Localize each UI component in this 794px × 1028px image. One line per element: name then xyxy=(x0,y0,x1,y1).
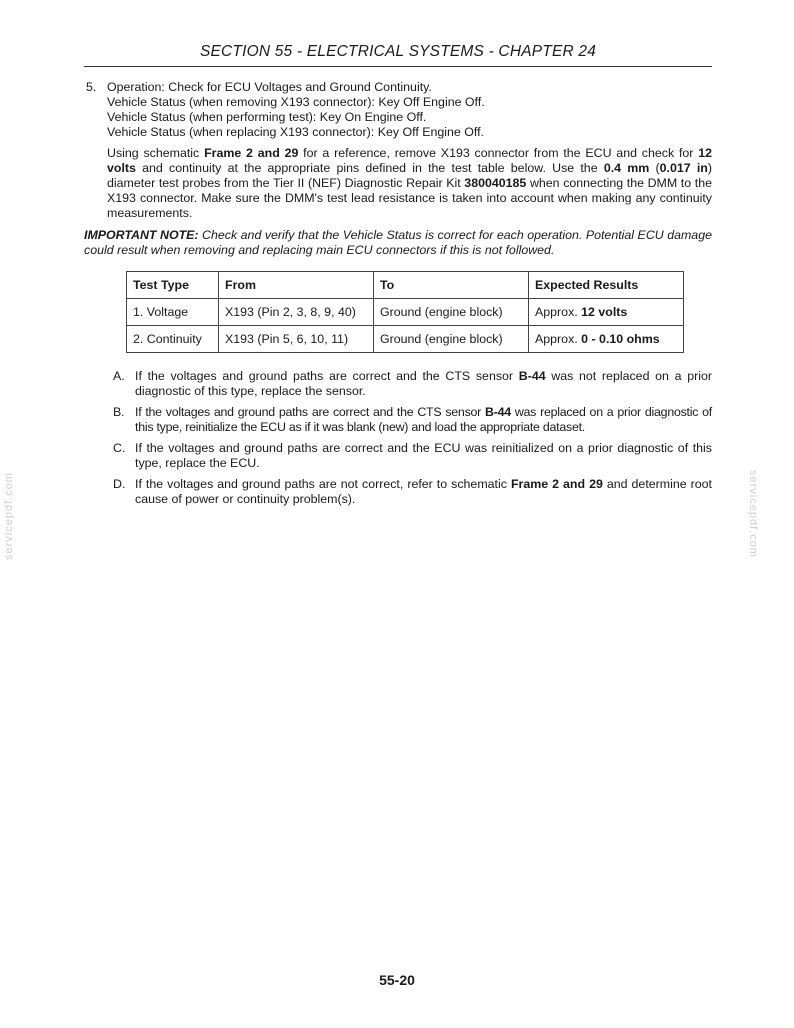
item-text: was replaced on a prior diagnostic of this type, reinitialize the ECU as if it was blank (new) and load the appropriate dataset. xyxy=(135,405,712,434)
section-header: SECTION 55 - ELECTRICAL SYSTEMS - CHAPTER 24 xyxy=(199,43,597,60)
para-bold: Frame 2 and 29 xyxy=(204,146,299,160)
item-bold: B-44 xyxy=(485,405,511,419)
table-row xyxy=(127,326,684,353)
header-divider xyxy=(84,66,712,67)
para-bold: 0.4 mm xyxy=(603,161,650,175)
result-value: 12 volts xyxy=(581,304,628,319)
note-label: IMPORTANT NOTE: xyxy=(84,228,199,242)
cell-from: X193 (Pin 5, 6, 10, 11) xyxy=(219,326,374,353)
cell-expected xyxy=(529,326,684,353)
step-operation-line: Operation: Check for ECU Voltages and Ground Continuity. xyxy=(107,80,432,94)
page-number: 55-20 xyxy=(379,972,415,988)
para-bold: 0.017 in xyxy=(659,161,708,175)
para-text: when connecting the DMM to the X193 connector. Make sure the DMM's test lead resistance is taken into account when making any continuity measurements. xyxy=(107,176,712,220)
para-text: ( xyxy=(649,161,660,175)
table-header-row xyxy=(127,272,684,299)
cell-to: Ground (engine block) xyxy=(374,299,529,326)
cell-expected xyxy=(529,299,684,326)
list-item-a xyxy=(113,369,712,399)
item-text: was not replaced on a prior diagnostic of this type, replace the sensor. xyxy=(135,369,712,398)
vehicle-status-replacing: Vehicle Status (when replacing X193 connector): Key Off Engine Off. xyxy=(107,125,484,139)
col-header-to: To xyxy=(374,272,529,299)
item-letter: C. xyxy=(113,441,126,455)
cell-test-type: 2. Continuity xyxy=(127,326,219,353)
para-text: ) diameter test probes from the Tier II (NEF) Diagnostic Repair Kit xyxy=(107,161,712,190)
col-header-expected: Expected Results xyxy=(529,272,684,299)
item-text: If the voltages and ground paths are correct and the CTS sensor xyxy=(135,369,519,383)
watermark-right: servicepdf.com xyxy=(747,470,759,558)
item-letter: D. xyxy=(113,477,126,491)
item-text: If the voltages and ground paths are not correct, refer to schematic xyxy=(135,477,511,491)
list-item-c xyxy=(113,441,712,471)
result-prefix: Approx. xyxy=(535,304,582,319)
cell-from: X193 (Pin 2, 3, 8, 9, 40) xyxy=(219,299,374,326)
para-text: for a reference, remove X193 connector from the ECU and check for xyxy=(298,146,699,160)
cell-to: Ground (engine block) xyxy=(374,326,529,353)
table-row xyxy=(127,299,684,326)
item-text: If the voltages and ground paths are correct and the CTS sensor xyxy=(135,405,485,419)
para-text: and continuity at the appropriate pins defined in the test table below. Use the xyxy=(135,161,604,175)
result-value: 0 - 0.10 ohms xyxy=(581,331,660,346)
item-letter: A. xyxy=(113,369,125,383)
list-item-d xyxy=(113,477,712,507)
test-table xyxy=(126,271,684,353)
item-letter: B. xyxy=(113,405,125,419)
step-number: 5. xyxy=(86,80,97,94)
vehicle-status-removing: Vehicle Status (when removing X193 connector): Key Off Engine Off. xyxy=(107,95,485,109)
para-bold: 380040185 xyxy=(464,176,527,190)
watermark-left: servicepdf.com xyxy=(3,472,15,560)
col-header-from: From xyxy=(219,272,374,299)
list-item-b xyxy=(113,405,712,435)
step-5 xyxy=(86,80,712,140)
col-header-test-type: Test Type xyxy=(127,272,219,299)
item-text: If the voltages and ground paths are correct and the ECU was reinitialized on a prior diagnostic of this type, replace the ECU. xyxy=(135,441,712,470)
item-bold: Frame 2 and 29 xyxy=(510,477,603,491)
note-text: Check and verify that the Vehicle Status is correct for each operation. Potential ECU damage could result when removing and replacing main ECU connectors if this is not followed. xyxy=(84,228,712,257)
para-text: Using schematic xyxy=(107,146,205,160)
instruction-paragraph xyxy=(107,146,712,221)
cell-test-type: 1. Voltage xyxy=(127,299,219,326)
item-text: and determine root cause of power or continuity problem(s). xyxy=(135,477,712,506)
important-note xyxy=(84,228,712,258)
para-bold: 12 volts xyxy=(107,146,712,175)
vehicle-status-test: Vehicle Status (when performing test): Key On Engine Off. xyxy=(107,110,427,124)
item-bold: B-44 xyxy=(518,369,546,383)
result-prefix: Approx. xyxy=(535,331,582,346)
result-list xyxy=(113,369,712,513)
